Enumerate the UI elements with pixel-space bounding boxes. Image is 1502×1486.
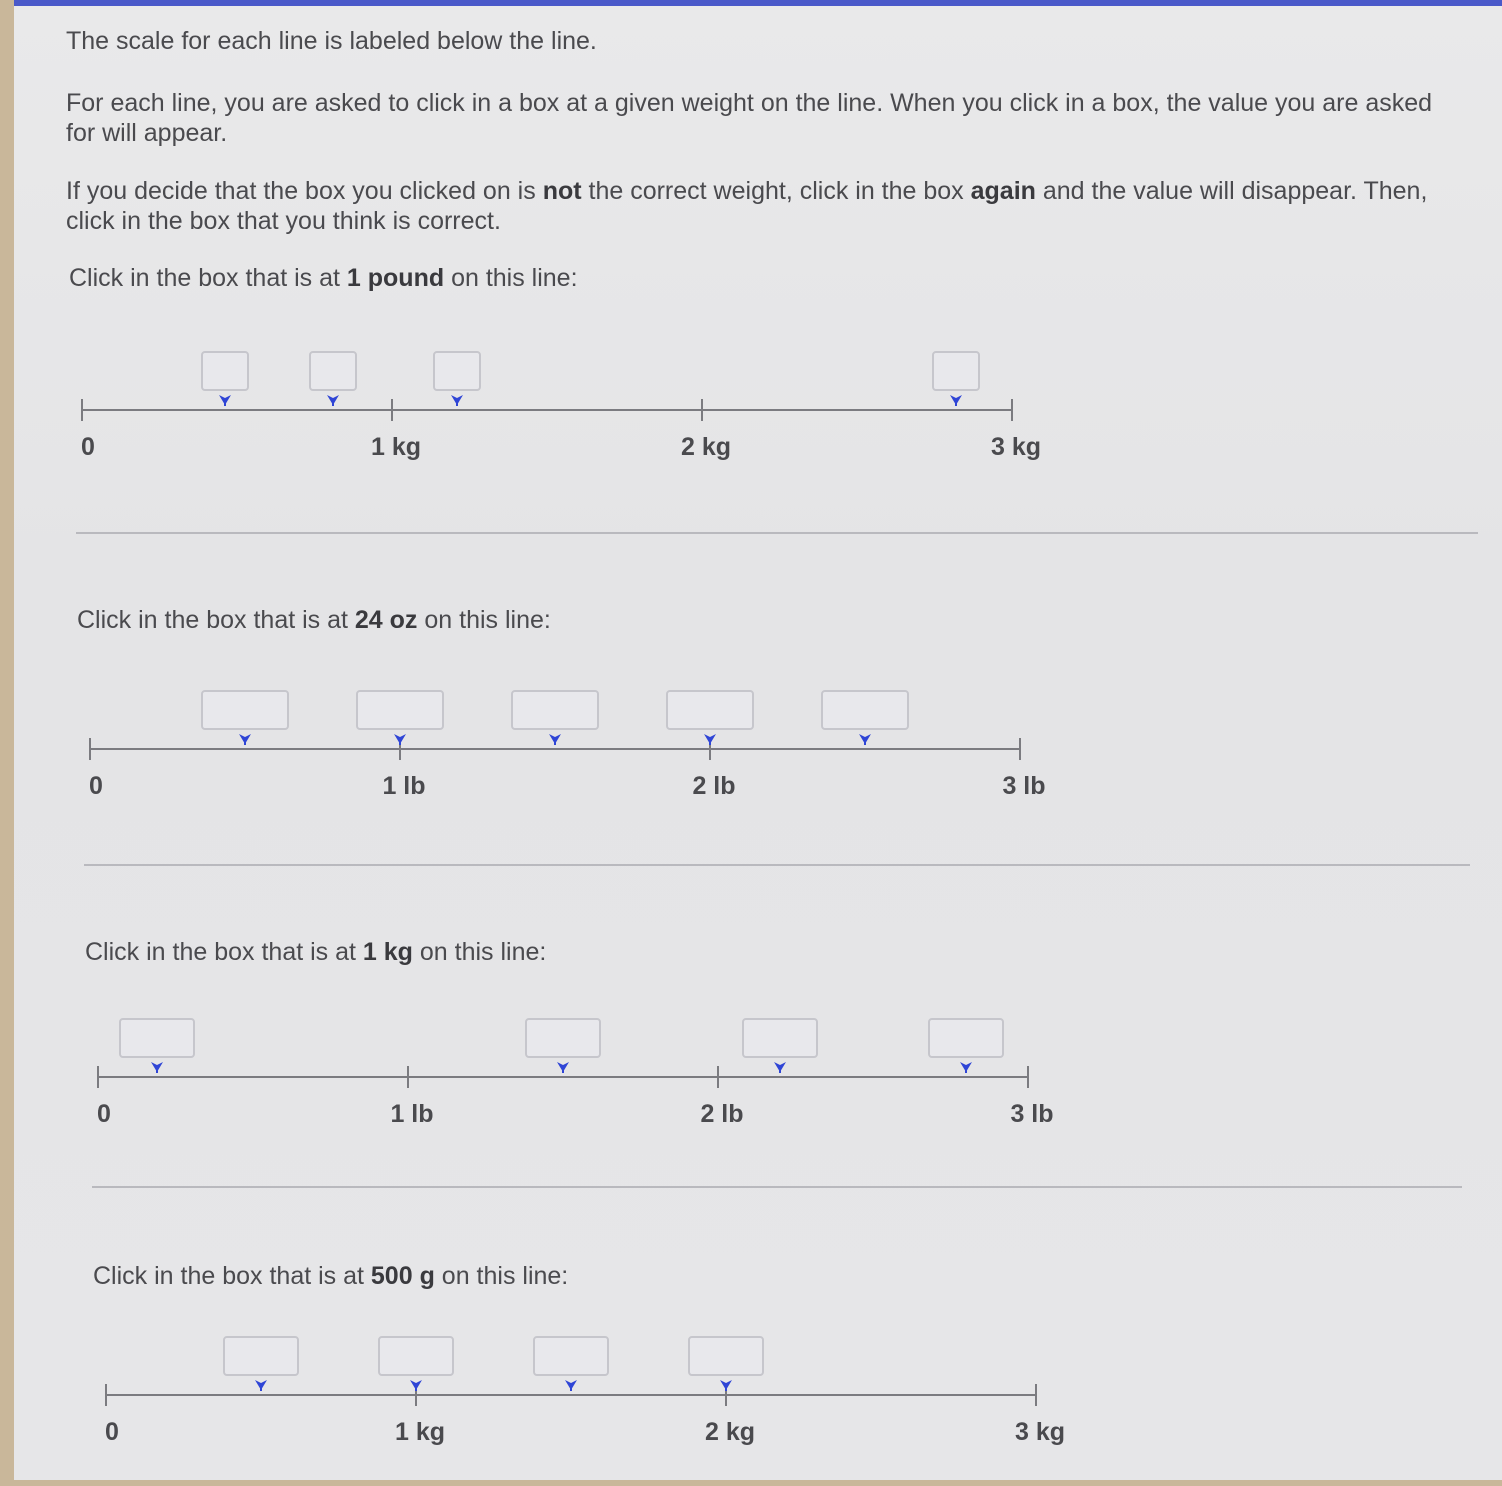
arrow-down-icon [555, 1060, 571, 1074]
answer-box[interactable] [688, 1336, 764, 1376]
scale-tick [97, 1066, 99, 1088]
scale-label: 1 lb [382, 772, 426, 800]
answer-box[interactable] [928, 1018, 1004, 1058]
scale-tick [1027, 1066, 1029, 1088]
prompt-suffix: on this line: [444, 264, 578, 292]
scale-note: The scale for each line is labeled below the line. [66, 27, 597, 55]
answer-box[interactable] [378, 1336, 454, 1376]
click-note: For each line, you are asked to click in a box at a given weight on the line. When you click in a box, the value you are asked for will appear. [66, 89, 1433, 147]
number-line-4 [106, 1336, 1066, 1486]
number-line-2 [90, 690, 1050, 840]
scale-label: 1 lb [390, 1100, 434, 1128]
scale-label: 3 lb [1002, 772, 1046, 800]
prompt-target: 1 kg [362, 938, 413, 966]
scale-tick [81, 399, 83, 421]
arrow-down-icon [449, 393, 465, 407]
section-divider [92, 1186, 1462, 1188]
answer-box[interactable] [511, 690, 599, 730]
scale-label: 0 [97, 1100, 111, 1128]
arrow-down-icon [325, 393, 341, 407]
arrow-down-icon [702, 732, 718, 746]
undo-text-3: and the value will disappear. Then, click in the box that you think is correct. [66, 177, 1428, 235]
question-1-prompt [69, 264, 578, 293]
undo-again-emphasis: again [970, 177, 1036, 205]
scale-label: 2 lb [700, 1100, 744, 1128]
number-line-axis [82, 409, 1012, 411]
prompt-suffix: on this line: [412, 938, 547, 966]
scale-label: 2 lb [692, 772, 736, 800]
prompt-prefix: Click in the box that is at [93, 1262, 371, 1290]
arrow-down-icon [253, 1378, 269, 1392]
prompt-target: 24 oz [354, 606, 418, 634]
scale-tick [105, 1384, 107, 1406]
prompt-prefix: Click in the box that is at [69, 264, 347, 292]
question-3-prompt [85, 938, 546, 967]
scale-label: 3 kg [990, 433, 1042, 461]
scale-label: 0 [89, 772, 103, 800]
prompt-target: 500 g [370, 1262, 435, 1290]
answer-box[interactable] [525, 1018, 601, 1058]
prompt-target: 1 pound [346, 264, 445, 292]
question-4-prompt [93, 1262, 568, 1291]
undo-text-1: If you decide that the box you clicked on is [66, 177, 543, 205]
number-line-axis [106, 1394, 1036, 1396]
section-divider [84, 864, 1470, 866]
scale-tick [391, 399, 393, 421]
prompt-suffix: on this line: [434, 1262, 569, 1290]
answer-box[interactable] [433, 351, 481, 391]
scale-label: 3 lb [1010, 1100, 1054, 1128]
prompt-suffix: on this line: [417, 606, 551, 634]
scale-tick [1011, 399, 1013, 421]
answer-box[interactable] [201, 690, 289, 730]
answer-box[interactable] [821, 690, 909, 730]
answer-box[interactable] [932, 351, 980, 391]
answer-box[interactable] [742, 1018, 818, 1058]
scale-label: 1 kg [394, 1418, 446, 1446]
arrow-down-icon [408, 1378, 424, 1392]
scale-label: 2 kg [704, 1418, 756, 1446]
answer-box[interactable] [533, 1336, 609, 1376]
question-2-prompt [77, 606, 551, 635]
section-divider [76, 532, 1478, 534]
scale-tick [1035, 1384, 1037, 1406]
prompt-prefix: Click in the box that is at [77, 606, 355, 634]
arrow-down-icon [547, 732, 563, 746]
answer-box[interactable] [309, 351, 357, 391]
answer-box[interactable] [119, 1018, 195, 1058]
arrow-down-icon [217, 393, 233, 407]
arrow-down-icon [392, 732, 408, 746]
scale-label: 0 [81, 433, 95, 461]
number-line-axis [98, 1076, 1028, 1078]
undo-not-emphasis: not [542, 177, 582, 205]
arrow-down-icon [948, 393, 964, 407]
scale-tick [407, 1066, 409, 1088]
scale-label: 2 kg [680, 433, 732, 461]
arrow-down-icon [149, 1060, 165, 1074]
scale-tick [89, 738, 91, 760]
prompt-prefix: Click in the box that is at [85, 938, 363, 966]
scale-label: 3 kg [1014, 1418, 1066, 1446]
number-line-axis [90, 748, 1020, 750]
undo-note [66, 176, 1446, 236]
arrow-down-icon [563, 1378, 579, 1392]
arrow-down-icon [958, 1060, 974, 1074]
answer-box[interactable] [223, 1336, 299, 1376]
arrow-down-icon [772, 1060, 788, 1074]
page [14, 0, 1502, 1480]
answer-box[interactable] [666, 690, 754, 730]
arrow-down-icon [857, 732, 873, 746]
answer-box[interactable] [356, 690, 444, 730]
scale-tick [717, 1066, 719, 1088]
undo-text-2: the correct weight, click in the box [581, 177, 971, 205]
scale-tick [701, 399, 703, 421]
scale-label: 0 [105, 1418, 119, 1446]
scale-label: 1 kg [370, 433, 422, 461]
number-line-1 [82, 351, 1042, 501]
arrow-down-icon [237, 732, 253, 746]
arrow-down-icon [718, 1378, 734, 1392]
answer-box[interactable] [201, 351, 249, 391]
scale-tick [1019, 738, 1021, 760]
number-line-3 [98, 1018, 1058, 1168]
